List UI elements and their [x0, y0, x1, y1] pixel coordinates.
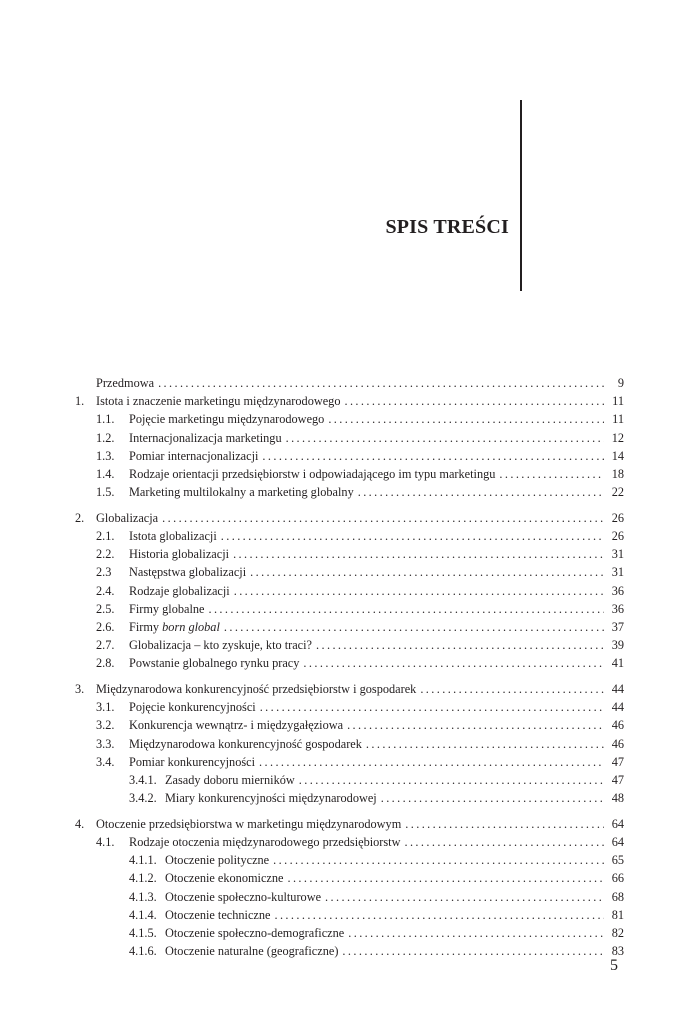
toc-entry-title-text: Rodzaje orientacji przedsiębiorstw i odpowiadającego im typu marketingu — [129, 466, 496, 481]
toc-entry-title-text: Rodzaje otoczenia międzynarodowego przedsiębiorstw — [129, 835, 401, 849]
toc-entry-title-text: Firmy — [129, 619, 163, 634]
toc-entry-title — [129, 483, 354, 501]
toc-entry-page: 12 — [611, 430, 624, 445]
toc-entry-number: 2.8. — [96, 656, 115, 671]
toc-entry-title-text: Otoczenie ekonomiczne — [165, 871, 284, 886]
toc-entry-page: 11 — [612, 412, 624, 427]
toc-entry-number: 2.5. — [96, 601, 115, 616]
toc-entry — [75, 942, 624, 960]
toc-entry-page: 83 — [611, 944, 624, 959]
title-divider-line — [520, 100, 522, 291]
toc-leader-dots — [259, 753, 604, 771]
toc-leader-dots — [381, 789, 604, 807]
toc-entry-title — [129, 447, 258, 465]
toc-entry — [75, 636, 624, 654]
toc-leader-dots — [250, 563, 604, 581]
toc-entry-title — [129, 429, 282, 447]
toc-entry-page: 46 — [611, 736, 624, 751]
toc-entry — [75, 680, 624, 698]
toc-leader-dots — [325, 888, 604, 906]
toc-entry — [75, 582, 624, 600]
toc-entry-number: 2. — [75, 510, 85, 525]
toc-leader-dots — [358, 483, 604, 501]
toc-entry-page: 64 — [611, 835, 624, 849]
toc-leader-dots — [234, 582, 604, 600]
toc-entry-title — [96, 392, 340, 410]
toc-entry — [75, 833, 624, 851]
toc-entry-title-text: Konkurencja wewnątrz- i międzygałęziowa — [129, 718, 344, 733]
toc-leader-dots — [303, 654, 604, 672]
toc-leader-dots — [286, 429, 604, 447]
toc-leader-dots — [342, 942, 604, 960]
toc-entry-title — [129, 716, 343, 734]
toc-entry-number: 2.2. — [96, 547, 115, 562]
toc-entry — [75, 429, 624, 447]
toc-entry-title-text: Pomiar internacjonalizacji — [129, 448, 259, 463]
toc-entry — [75, 392, 624, 410]
toc-entry-number: 3.4.2. — [129, 791, 157, 806]
toc-leader-dots — [316, 636, 604, 654]
toc-entry-title-text: Pojęcie marketingu międzynarodowego — [129, 412, 325, 427]
toc-entry — [75, 815, 624, 833]
toc-entry — [75, 410, 624, 428]
toc-entry-number: 2.4. — [96, 583, 115, 598]
toc-entry-page: 36 — [611, 601, 624, 616]
toc-entry — [75, 888, 624, 906]
toc-entry — [75, 906, 624, 924]
toc-entry-page: 65 — [611, 853, 624, 868]
toc-entry-title-text: Otoczenie polityczne — [165, 853, 270, 868]
toc-entry-page: 26 — [611, 529, 624, 543]
toc-entry-number: 4.1.2. — [129, 871, 157, 886]
toc-entry-page: 22 — [611, 485, 624, 500]
toc-entry-page: 14 — [611, 448, 624, 463]
toc-leader-dots — [221, 527, 604, 545]
toc-entry-title-text: Międzynarodowa konkurencyjność przedsiębiorstw i gospodarek — [96, 682, 417, 696]
toc-entry-number: 1.1. — [96, 412, 115, 427]
toc-entry-number: 1. — [75, 394, 85, 409]
toc-entry-title — [96, 374, 154, 392]
toc-entry-title — [96, 509, 158, 527]
toc-entry-title — [129, 527, 217, 545]
toc-entry-page: 66 — [611, 871, 624, 886]
toc-entry-number: 4.1.1. — [129, 853, 157, 868]
toc-entry-page: 39 — [611, 638, 624, 653]
toc-leader-dots — [158, 374, 604, 392]
toc-leader-dots — [233, 545, 604, 563]
toc-leader-dots — [348, 924, 604, 942]
toc-leader-dots — [208, 600, 604, 618]
toc-entry-title — [129, 618, 220, 636]
toc-entry-title — [96, 680, 416, 698]
toc-entry — [75, 483, 624, 501]
toc-entry-title — [129, 410, 324, 428]
toc-entry-page: 18 — [611, 466, 624, 481]
toc-entry-number: 1.4. — [96, 466, 115, 481]
toc-entry-number: 3. — [75, 682, 85, 696]
toc-entry-title-text: Rodzaje globalizacji — [129, 583, 230, 598]
toc-entry — [75, 447, 624, 465]
toc-entry-title-text: Istota i znaczenie marketingu międzynarodowego — [96, 394, 341, 409]
toc-entry-page: 81 — [611, 907, 624, 922]
toc-entry-title-text: Pojęcie konkurencyjności — [129, 700, 256, 715]
toc-entry-number: 1.5. — [96, 485, 115, 500]
toc-entry-page: 44 — [611, 700, 624, 715]
toc-entry — [75, 924, 624, 942]
toc-entry-title — [129, 545, 229, 563]
toc-leader-dots — [405, 815, 604, 833]
toc-entry — [75, 869, 624, 887]
toc-entry-title — [165, 888, 321, 906]
toc-entry — [75, 654, 624, 672]
toc-entry-title — [129, 600, 204, 618]
toc-entry-title-text: Marketing multilokalny a marketing globalny — [129, 485, 354, 500]
toc-entry-page: 64 — [611, 816, 624, 831]
toc-entry-page: 31 — [611, 565, 624, 580]
toc-leader-dots — [404, 833, 604, 851]
toc-leader-dots — [224, 618, 604, 636]
toc-entry-number: 4.1.5. — [129, 925, 157, 940]
toc-entry-page: 82 — [611, 925, 624, 940]
toc-entry-title-text: Otoczenie społeczno-kulturowe — [165, 889, 322, 904]
toc-entry-title — [129, 735, 362, 753]
toc-entry-page: 47 — [611, 772, 624, 787]
toc-entry-title-text: Internacjonalizacja marketingu — [129, 430, 282, 445]
toc-entry — [75, 509, 624, 527]
toc-entry-number: 3.3. — [96, 736, 115, 751]
page-title: SPIS TREŚCI — [385, 216, 509, 238]
toc-entry-title — [165, 851, 269, 869]
toc-entry-title — [129, 833, 400, 851]
toc-entry-page: 44 — [611, 682, 624, 696]
toc-entry-title — [165, 789, 377, 807]
toc-entry — [75, 563, 624, 581]
toc-entry-title — [129, 698, 256, 716]
toc-leader-dots — [262, 447, 604, 465]
toc-entry-title-text: Globalizacja — [96, 510, 159, 525]
toc-entry — [75, 753, 624, 771]
toc-entry — [75, 600, 624, 618]
toc-entry-number: 2.7. — [96, 638, 115, 653]
toc-leader-dots — [273, 851, 604, 869]
toc-entry-number: 3.1. — [96, 700, 115, 715]
toc-entry — [75, 618, 624, 636]
toc-entry-title — [165, 906, 270, 924]
toc-entry-number: 2.3 — [96, 565, 112, 580]
toc-entry-number: 1.3. — [96, 448, 115, 463]
toc-leader-dots — [287, 869, 604, 887]
toc-entry-number: 2.6. — [96, 619, 115, 634]
toc-entry-page: 11 — [612, 394, 624, 409]
toc-entry-title-text: Otoczenie naturalne (geograficzne) — [165, 944, 339, 959]
toc-entry — [75, 698, 624, 716]
toc-entry-title-text: Międzynarodowa konkurencyjność gospodarek — [129, 736, 362, 751]
toc-leader-dots — [328, 410, 604, 428]
toc-entry-title — [129, 465, 495, 483]
toc-leader-dots — [499, 465, 604, 483]
toc-entry-title-text: Pomiar konkurencyjności — [129, 754, 256, 769]
toc-entry-number: 4.1.3. — [129, 889, 157, 904]
toc-entry — [75, 527, 624, 545]
table-of-contents — [75, 374, 624, 960]
toc-entry-number: 4. — [75, 816, 85, 831]
toc-entry-title — [96, 815, 401, 833]
toc-entry-title-text: Istota globalizacji — [129, 529, 217, 543]
toc-entry-title-text: Historia globalizacji — [129, 547, 230, 562]
page-number: 5 — [610, 957, 618, 974]
toc-leader-dots — [162, 509, 604, 527]
toc-entry-page: 36 — [611, 583, 624, 598]
toc-entry-number: 3.2. — [96, 718, 115, 733]
toc-entry-number: 2.1. — [96, 529, 115, 543]
toc-entry-number: 4.1.6. — [129, 944, 157, 959]
toc-entry-title-text: Otoczenie techniczne — [165, 907, 271, 922]
toc-leader-dots — [347, 716, 604, 734]
toc-entry — [75, 851, 624, 869]
toc-entry-title-text: Otoczenie społeczno-demograficzne — [165, 925, 345, 940]
toc-entry-title — [165, 771, 295, 789]
toc-entry-page: 47 — [611, 754, 624, 769]
toc-entry-number: 1.2. — [96, 430, 115, 445]
toc-entry-page: 37 — [611, 619, 624, 634]
toc-entry-title — [129, 582, 230, 600]
toc-leader-dots — [420, 680, 604, 698]
toc-entry-title-text: Firmy globalne — [129, 601, 205, 616]
toc-entry-title-text: Globalizacja – kto zyskuje, kto traci? — [129, 638, 313, 653]
toc-entry-page: 41 — [611, 656, 624, 671]
toc-entry-title-text: Przedmowa — [96, 376, 155, 390]
toc-entry — [75, 465, 624, 483]
toc-entry-title — [129, 654, 299, 672]
toc-entry-title-text: Otoczenie przedsiębiorstwa w marketingu międzynarodowym — [96, 816, 402, 831]
toc-leader-dots — [344, 392, 604, 410]
toc-entry-number: 3.4.1. — [129, 772, 157, 787]
toc-entry-page: 48 — [611, 791, 624, 806]
toc-entry — [75, 716, 624, 734]
toc-entry-title-text: Powstanie globalnego rynku pracy — [129, 656, 300, 671]
toc-entry-title — [129, 563, 246, 581]
toc-entry — [75, 374, 624, 392]
toc-entry-title — [165, 942, 338, 960]
toc-entry — [75, 545, 624, 563]
toc-leader-dots — [260, 698, 604, 716]
toc-entry-page: 26 — [611, 510, 624, 525]
toc-entry-title — [165, 924, 344, 942]
toc-entry-title-italic: born global — [162, 619, 220, 634]
toc-entry-title — [129, 636, 312, 654]
toc-entry-number: 4.1.4. — [129, 907, 157, 922]
toc-entry — [75, 771, 624, 789]
toc-entry-title — [165, 869, 283, 887]
toc-leader-dots — [366, 735, 604, 753]
toc-entry-title-text: Miary konkurencyjności międzynarodowej — [165, 791, 377, 806]
toc-entry-title — [129, 753, 255, 771]
toc-entry-page: 46 — [611, 718, 624, 733]
toc-leader-dots — [274, 906, 604, 924]
toc-entry — [75, 789, 624, 807]
toc-entry-page: 68 — [611, 889, 624, 904]
toc-entry-page: 31 — [611, 547, 624, 562]
toc-entry-title-text: Zasady doboru mierników — [165, 772, 295, 787]
toc-entry-number: 4.1. — [96, 835, 115, 849]
toc-entry-title-text: Następstwa globalizacji — [129, 565, 247, 580]
toc-entry-number: 3.4. — [96, 754, 115, 769]
toc-entry-page: 9 — [617, 376, 624, 390]
toc-entry — [75, 735, 624, 753]
toc-leader-dots — [299, 771, 604, 789]
